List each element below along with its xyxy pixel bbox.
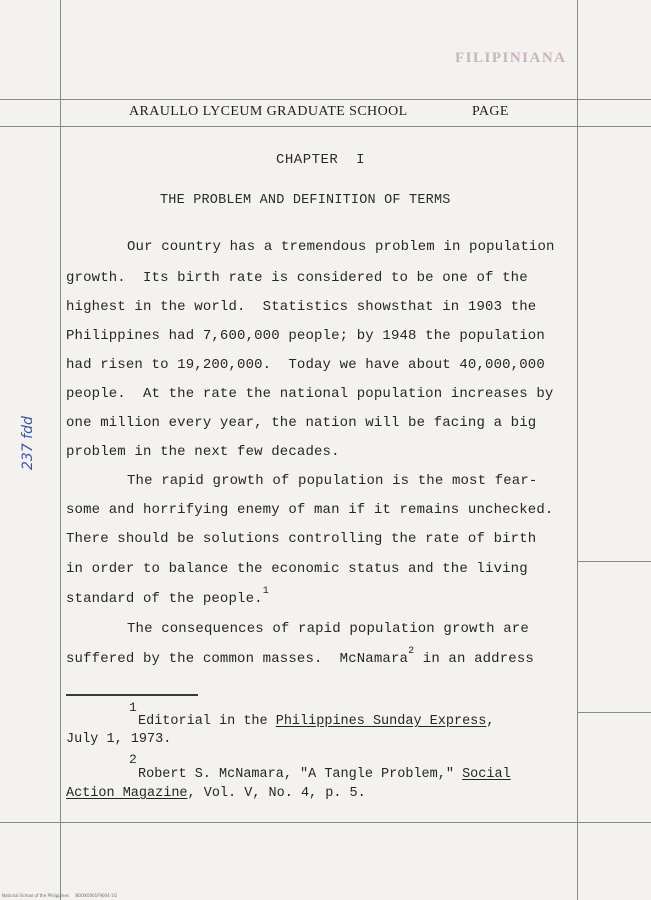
scan-footer-text: National School of the Philippines BOOK0001F9004-1l1 [2,893,118,898]
body-line: one million every year, the nation will be facing a big [66,415,537,431]
footnote-text: Action Magazine, Vol. V, No. 4, p. 5. [66,786,366,801]
body-line-with-footnote: standard of the people.$^1$ [66,586,269,607]
body-line: highest in the world. Statistics showsthat in 1903 the [66,299,537,315]
chapter-heading: CHAPTER I [276,152,366,168]
footnote-text: Robert S. McNamara, "A Tangle Problem," Social [138,767,511,782]
footnote-text: July 1, 1973. [66,732,172,747]
body-line: had risen to 19,200,000. Today we have about 40,000,000 [66,357,545,373]
header-school-name: ARAULLO LYCEUM GRADUATE SCHOOL [129,104,408,119]
header-page-label: PAGE [472,104,509,119]
left-margin-line [60,0,61,900]
right-tick-3 [577,712,651,713]
chapter-title: THE PROBLEM AND DEFINITION OF TERMS [160,193,451,208]
header-top-line [0,99,651,100]
body-line: some and horrifying enemy of man if it remains unchecked. [66,502,554,518]
body-line: problem in the next few decades. [66,444,340,460]
footnote-number: 2 [129,752,137,767]
footnote-marker-2: 2 [408,646,415,657]
left-tick-1 [0,126,60,127]
footer-line [0,822,651,823]
right-margin-line [577,0,578,900]
footnote-number: 1 [129,700,137,715]
body-line: The rapid growth of population is the most fear- [127,473,538,489]
footnote-text: Editorial in the Philippines Sunday Express, [138,714,495,729]
footnote-marker-1: 1 [262,586,269,597]
body-line: Philippines had 7,600,000 people; by 1948 the population [66,328,545,344]
body-line-with-footnote: suffered by the common masses. McNamara$^2$ in an address [66,646,534,667]
body-line: There should be solutions controlling the rate of birth [66,531,537,547]
body-line: growth. Its birth rate is considered to be one of the [66,270,528,286]
right-tick-2 [577,561,651,562]
filipiniana-stamp: FILIPINIANA [455,50,567,66]
body-line: people. At the rate the national population increases by [66,386,554,402]
footnote-source-title: Social [462,767,511,782]
footnote-separator [66,694,198,696]
handwritten-margin-note: 237 fdd [20,416,36,470]
footnote-source-title: Action Magazine [66,786,188,801]
right-tick-1 [577,126,651,127]
body-line: in order to balance the economic status and the living [66,561,528,577]
header-bottom-line [60,126,577,127]
footnote-source-title: Philippines Sunday Express [275,714,487,729]
body-line: The consequences of rapid population growth are [127,621,529,637]
body-line: Our country has a tremendous problem in population [127,239,555,255]
